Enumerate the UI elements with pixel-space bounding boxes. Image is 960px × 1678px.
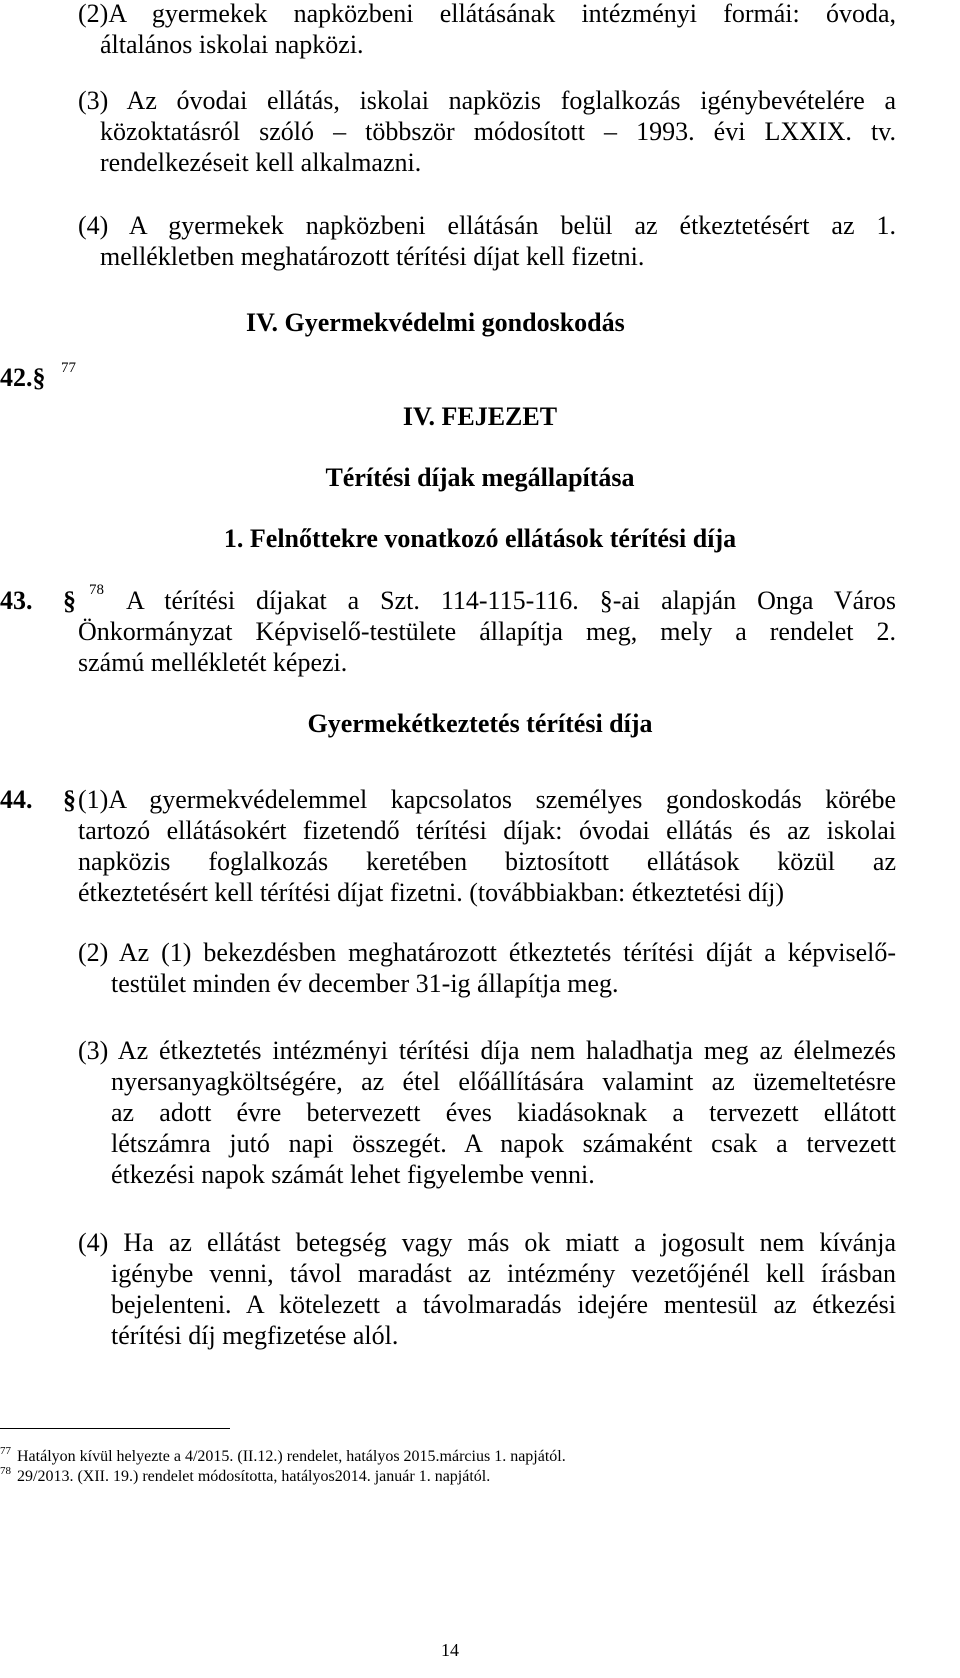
section-sign: § [32,363,46,392]
paragraph-3: (3) Az óvodai ellátás, iskolai napközis foglalkozás igénybevételére a közoktatásról szóló – többször módosított – 1993. évi LXXIX. tv. rendelkezéseit kell alkalmazni. [78,86,896,177]
section-44-p1: (1)A gyermekvédelemmel kapcsolatos személyes gondoskodás körébe tartozó ellátásokért fizetendő térítési díjak: óvodai ellátás és az iskolai napközis foglalkozás keretében biztosított ellátások közül az étkeztetésért kell térítési díjat fizetni. (továbbiakban: étkeztetési díj) [78,785,896,907]
footnote-77: $^{77}$ Hatályon kívül helyezte a 4/2015. (II.12.) rendelet, hatályos 2015.március 1. napjától. [0,1445,566,1465]
footnote-ref-78: 78 [89,582,104,598]
subtitle-felnottek: 1. Felnőttekre vonatkozó ellátások térítési díja [223,524,737,553]
section-44-number: 44. [0,785,33,814]
subtitle-gyermeketkeztetes: Gyermekétkeztetés térítési díja [307,709,653,738]
paragraph-2: (2)A gyermekek napközbeni ellátásának intézményi formái: óvoda, általános iskolai napközi. [78,0,896,59]
section-sign: § [63,785,76,814]
chapter-title: Térítési díjak megállapítása [325,463,635,492]
paragraph-4: (4) A gyermekek napközbeni ellátásán belül az étkeztetésért az 1. mellékletben meghatározott térítési díjat kell fizetni. [78,211,896,271]
section-44-p2: (2) Az (1) bekezdésben meghatározott étkeztetés térítési díját a képviselő- testület minden év december 31-ig állapítja meg. [78,938,896,998]
section-43-number: 43. [0,586,33,615]
section-sign: § [63,586,76,615]
footnote-78: $^{78}$ 29/2013. (XII. 19.) rendelet módosította, hatályos2014. január 1. napjától. [0,1465,491,1485]
section-42-number: 42.§ [0,363,46,392]
page-number: 14 [441,1640,459,1660]
chapter-heading: IV. FEJEZET [402,402,558,431]
footnote-ref-77: 77 [61,360,76,376]
heading-gyermekvedelmi: IV. Gyermekvédelmi gondoskodás [246,308,625,337]
footnote-divider [0,1428,230,1429]
section-43-text: A térítési díjakat a Szt. 114-115-116. §-ai alapján Onga Város Önkormányzat Képviselő-testülete állapítja meg, mely a rendelet 2. számú mellékletét képezi. [78,586,896,677]
section-44-p4: (4) Ha az ellátást betegség vagy más ok miatt a jogosult nem kívánja igénybe venni, távol maradást az intézmény vezetőjénél kell írásban bejelenteni. A kötelezett a távolmaradás idejére mentesül az étkezési térítési díj megfizetése alól. [78,1228,896,1350]
section-44-p3: (3) Az étkeztetés intézményi térítési díja nem haladhatja meg az élelmezés nyersanyagköltségére, az étel előállítására valamint az üzemeltetésre az adott évre betervezett éves kiadásoknak a tervezett ellátott létszámra jutó napi összegét. A napok számaként csak a tervezett étkezési napok számát lehet figyelembe venni. [78,1036,896,1189]
